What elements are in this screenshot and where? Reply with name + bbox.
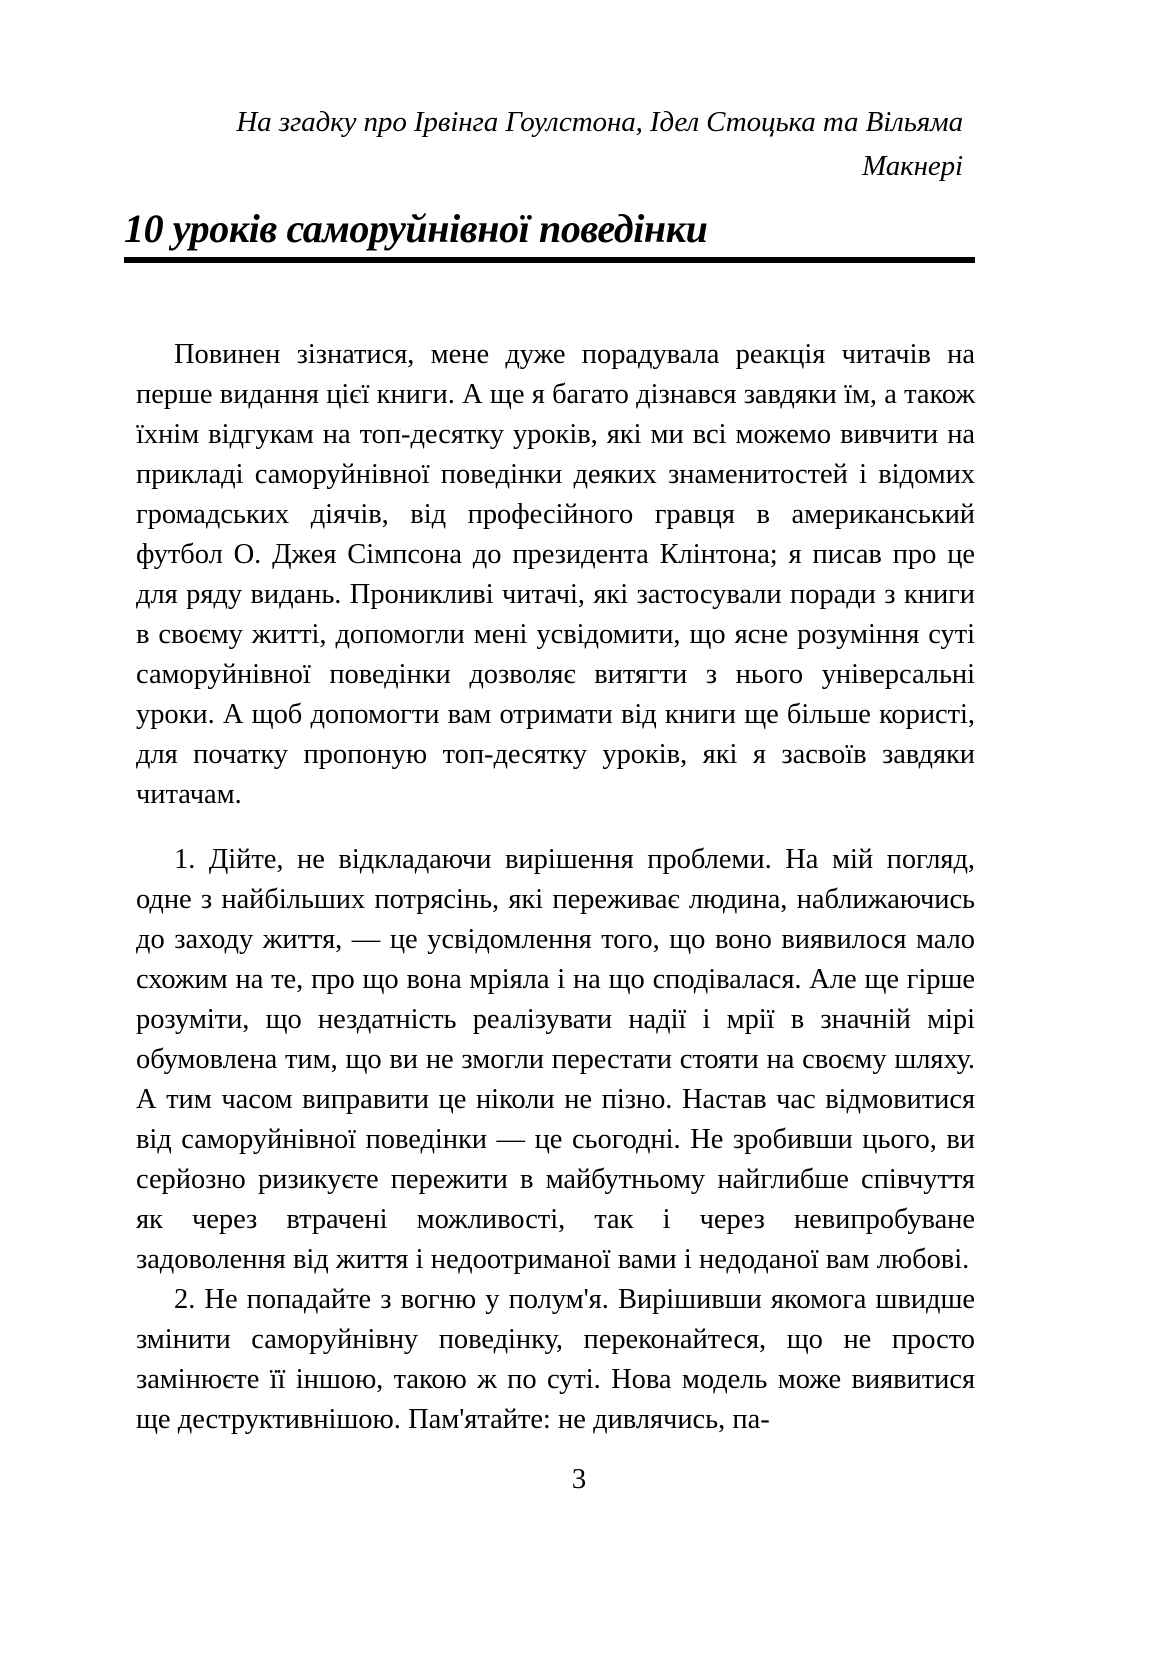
- chapter-heading-block: [124, 206, 975, 263]
- heading-divider-rule: [124, 257, 975, 263]
- page-number: 3: [571, 1463, 587, 1495]
- body-text-column: [136, 335, 975, 1440]
- paragraph-intro: Повинен зізнатися, мене дуже порадувала реакція читачів на перше видання цієї книги. А ще я багато дізнався завдяки їм, а також їхнім відгукам на топ-десятку уроків, які ми всі можемо вивчити на прикладі саморуйнівної поведінки деяких знаменитостей і відомих громадських діячів, від професійного гравця в американський футбол О. Джея Сімпсона до президента Клінтона; я писав про це для ряду видань. Проникливі читачі, які застосували поради з книги в своєму житті, допомогли мені усвідомити, що ясне розуміння суті саморуйнівної поведінки дозволяє витягти з нього універсальні уроки. А щоб допомогти вам отримати від книги ще більше користі, для початку пропоную топ-десятку уроків, які я засвоїв завдяки читачам.: [136, 339, 975, 810]
- paragraph-lesson-1: 1. Дійте, не відкладаючи вирішення проблеми. На мій погляд, одне з найбільших потрясінь, які переживає людина, наближаючись до заходу життя, — це усвідомлення того, що воно виявилося мало схожим на те, про що вона мріяла і на що сподівалася. Але ще гірше розуміти, що нездатність реалізувати надії і мрії в значній мірі обумовлена тим, що ви не змогли перестати стояти на своєму шляху. А тим часом виправити це ніколи не пізно. Настав час відмовитися від саморуйнівної поведінки — це сьогодні. Не зробивши цього, ви серйозно ризикуєте пережити в майбутньому найглибше співчуття як через втрачені можливості, так і через невипробуване задоволення від життя і недоотриманої вами і недоданої вам любові.: [136, 844, 975, 1275]
- dedication-text: На згадку про Ірвінга Гоулстона, Ідел Стоцька та Вільяма Макнері: [236, 106, 963, 182]
- chapter-title: 10 уроків саморуйнівної поведінки: [124, 206, 708, 251]
- paragraph-lesson-2: 2. Не попадайте з вогню у полум'я. Вирішивши якомога швидше змінити саморуйнівну поведінку, переконайтеся, що не просто замінюєте її іншою, такою ж по суті. Нова модель може виявитися ще деструктивнішою. Пам'ятайте: не дивлячись, па-: [136, 1284, 975, 1435]
